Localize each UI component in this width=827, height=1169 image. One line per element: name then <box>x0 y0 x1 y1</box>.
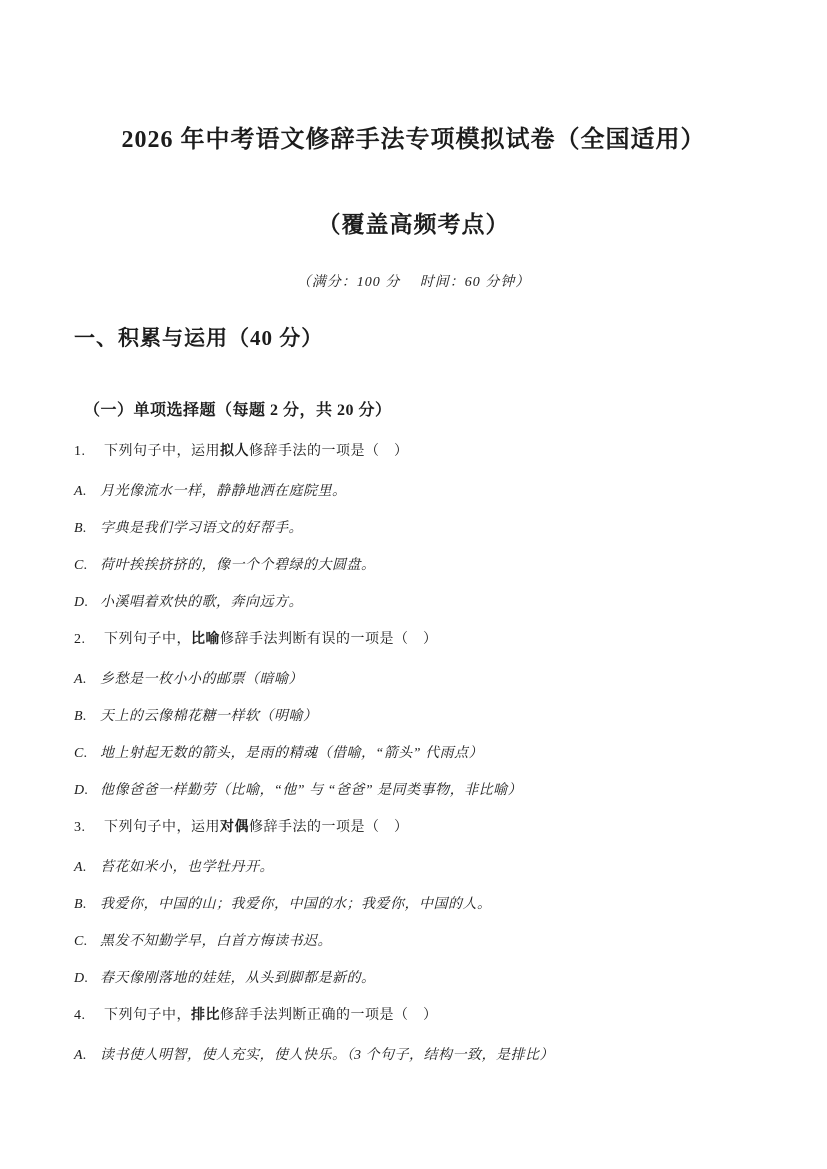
option-label: D. <box>74 595 89 610</box>
doc-title: 2026 年中考语文修辞手法专项模拟试卷（全国适用） <box>121 127 706 153</box>
stem-suffix: 修辞手法判断正确的一项是（ ） <box>220 1008 438 1023</box>
option-text: 黑发不知勤学早，白首方悔读书迟。 <box>100 934 332 949</box>
question-number: 2. <box>74 632 86 647</box>
option-row <box>74 1048 753 1064</box>
option-row <box>74 934 753 950</box>
doc-subtitle: （覆盖高频考点） <box>317 212 510 237</box>
option-text: 月光像流水一样，静静地洒在庭院里。 <box>100 484 347 499</box>
question-stem <box>74 444 753 460</box>
option-row <box>74 672 753 688</box>
option-text: 春天像刚落地的娃娃，从头到脚都是新的。 <box>100 971 376 986</box>
option-label: A. <box>74 672 88 687</box>
option-text: 天上的云像棉花糖一样软（明喻） <box>100 709 318 724</box>
option-label: D. <box>74 783 89 798</box>
question-stem <box>74 820 753 836</box>
option-text: 地上射起无数的箭头，是雨的精魂（借喻，“箭头” 代雨点） <box>100 746 484 761</box>
exam-meta: （满分：100 分 时间：60 分钟） <box>296 275 531 290</box>
option-label: A. <box>74 484 88 499</box>
option-label: C. <box>74 558 88 573</box>
stem-suffix: 修辞手法的一项是（ ） <box>249 820 409 835</box>
subsection-heading: （一）单项选择题（每题 2 分，共 20 分） <box>84 402 392 419</box>
option-label: B. <box>74 897 88 912</box>
option-text: 荷叶挨挨挤挤的，像一个个碧绿的大圆盘。 <box>100 558 376 573</box>
option-text: 他像爸爸一样勤劳（比喻，“他” 与 “爸爸” 是同类事物，非比喻） <box>100 783 523 798</box>
question-number: 3. <box>74 820 86 835</box>
stem-prefix: 下列句子中，运用 <box>104 444 220 459</box>
stem-prefix: 下列句子中，运用 <box>104 820 220 835</box>
option-row <box>74 709 753 725</box>
option-label: B. <box>74 521 88 536</box>
question-stem <box>74 632 753 648</box>
option-row <box>74 971 753 987</box>
stem-suffix: 修辞手法判断有误的一项是（ ） <box>220 632 438 647</box>
question-stem-text <box>104 444 409 460</box>
option-text: 乡愁是一枚小小的邮票（暗喻） <box>100 672 303 687</box>
question-stem-text <box>104 1008 438 1024</box>
option-row <box>74 897 753 913</box>
option-label: C. <box>74 934 88 949</box>
stem-keyword: 拟人 <box>220 444 249 459</box>
option-text: 小溪唱着欢快的歌，奔向远方。 <box>100 595 303 610</box>
option-row <box>74 521 753 537</box>
stem-keyword: 排比 <box>191 1008 220 1023</box>
option-label: A. <box>74 1048 88 1063</box>
stem-keyword: 对偶 <box>220 820 249 835</box>
option-label: C. <box>74 746 88 761</box>
question-stem-text <box>104 632 438 648</box>
option-row <box>74 595 753 611</box>
option-text: 读书使人明智，使人充实，使人快乐。（3 个句子，结构一致，是排比） <box>100 1048 554 1063</box>
option-text: 苔花如米小，也学牡丹开。 <box>100 860 274 875</box>
option-text: 字典是我们学习语文的好帮手。 <box>100 521 303 536</box>
stem-prefix: 下列句子中， <box>104 632 191 647</box>
question-list <box>74 444 753 1064</box>
stem-prefix: 下列句子中， <box>104 1008 191 1023</box>
option-label: D. <box>74 971 89 986</box>
question-stem <box>74 1008 753 1024</box>
option-row <box>74 484 753 500</box>
option-row <box>74 860 753 876</box>
question-number: 4. <box>74 1008 86 1023</box>
option-row <box>74 783 753 799</box>
question-stem-text <box>104 820 409 836</box>
option-label: A. <box>74 860 88 875</box>
section-heading: 一、积累与运用（40 分） <box>74 326 324 350</box>
option-row <box>74 558 753 574</box>
stem-suffix: 修辞手法的一项是（ ） <box>249 444 409 459</box>
question-number: 1. <box>74 444 86 459</box>
option-label: B. <box>74 709 88 724</box>
stem-keyword: 比喻 <box>191 632 220 647</box>
option-row <box>74 746 753 762</box>
option-text: 我爱你，中国的山；我爱你，中国的水；我爱你，中国的人。 <box>100 897 492 912</box>
